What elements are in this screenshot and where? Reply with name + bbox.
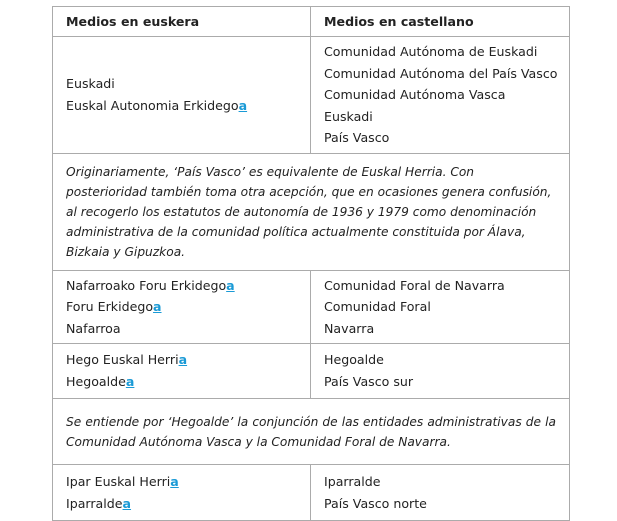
castellano-term: País Vasco sur bbox=[324, 374, 414, 389]
term-text: Hegoalde bbox=[66, 374, 126, 389]
euskera-cell bbox=[53, 37, 311, 154]
castellano-term: Iparralde bbox=[324, 473, 381, 489]
euskera-term bbox=[66, 296, 310, 318]
castellano-term: Comunidad Foral bbox=[324, 299, 431, 315]
highlighted-suffix: a bbox=[226, 277, 235, 293]
terminology-table bbox=[52, 6, 570, 521]
euskera-cell bbox=[53, 271, 311, 344]
euskera-term bbox=[66, 73, 310, 95]
note-row bbox=[53, 399, 570, 465]
euskera-cell bbox=[53, 344, 311, 399]
euskera-cell bbox=[53, 465, 311, 521]
castellano-cell bbox=[311, 37, 570, 154]
euskera-term bbox=[66, 95, 310, 117]
header-row bbox=[53, 7, 570, 37]
castellano-term: País Vasco bbox=[324, 130, 390, 146]
note-text: Originariamente, ‘País Vasco’ es equivalente de Euskal Herria. Con posterioridad también toma otra acepción, que en ocasiones genera confusión, al recogerlo los estatutos de autonomía de 1936 y 1979 como denominación administrativa de la comunidad política actualmente constituida por Álava, Bizkaia y Gipuzkoa. bbox=[53, 154, 570, 271]
euskera-term bbox=[66, 275, 310, 297]
castellano-term: Euskadi bbox=[324, 108, 373, 124]
castellano-term: Comunidad Autónoma del País Vasco bbox=[324, 65, 558, 81]
note-row bbox=[53, 154, 570, 271]
highlighted-suffix: a bbox=[238, 98, 248, 113]
castellano-cell bbox=[311, 271, 570, 344]
castellano-term: Comunidad Autónoma de Euskadi bbox=[324, 44, 538, 60]
term-text: Euskadi bbox=[66, 76, 115, 92]
header-euskera: Medios en euskera bbox=[53, 7, 311, 37]
castellano-term: Comunidad Autónoma Vasca bbox=[324, 87, 506, 103]
table-row bbox=[53, 465, 570, 521]
castellano-cell bbox=[311, 344, 570, 399]
castellano-term: Comunidad Foral de Navarra bbox=[324, 277, 505, 293]
term-text: Hego Euskal Herri bbox=[66, 352, 179, 368]
castellano-cell bbox=[311, 465, 570, 521]
euskera-term bbox=[66, 471, 310, 493]
highlighted-suffix: a bbox=[153, 299, 162, 315]
euskera-term bbox=[66, 318, 310, 340]
header-castellano: Medios en castellano bbox=[311, 7, 570, 37]
highlighted-suffix: a bbox=[122, 495, 132, 511]
term-text: Ipar Euskal Herri bbox=[66, 473, 171, 489]
term-text: Euskal Autonomia Erkidego bbox=[66, 98, 239, 113]
euskera-term bbox=[66, 371, 310, 393]
table-row bbox=[53, 344, 570, 399]
euskera-term bbox=[66, 493, 310, 515]
term-text: Iparralde bbox=[66, 495, 123, 511]
table-row bbox=[53, 271, 570, 344]
term-text: Nafarroa bbox=[66, 320, 121, 336]
highlighted-suffix: a bbox=[178, 352, 188, 368]
castellano-term: País Vasco norte bbox=[324, 495, 427, 511]
castellano-term: Hegoalde bbox=[324, 352, 384, 368]
note-text: Se entiende por ‘Hegoalde’ la conjunción de las entidades administrativas de la Comunidad Autónoma Vasca y la Comunidad Foral de Navarra. bbox=[53, 399, 570, 465]
table-row bbox=[53, 37, 570, 154]
highlighted-suffix: a bbox=[170, 473, 179, 489]
castellano-term: Navarra bbox=[324, 320, 375, 336]
term-text: Foru Erkidego bbox=[66, 299, 154, 315]
euskera-term bbox=[66, 349, 310, 371]
highlighted-suffix: a bbox=[125, 374, 135, 389]
term-text: Nafarroako Foru Erkidego bbox=[66, 277, 227, 293]
